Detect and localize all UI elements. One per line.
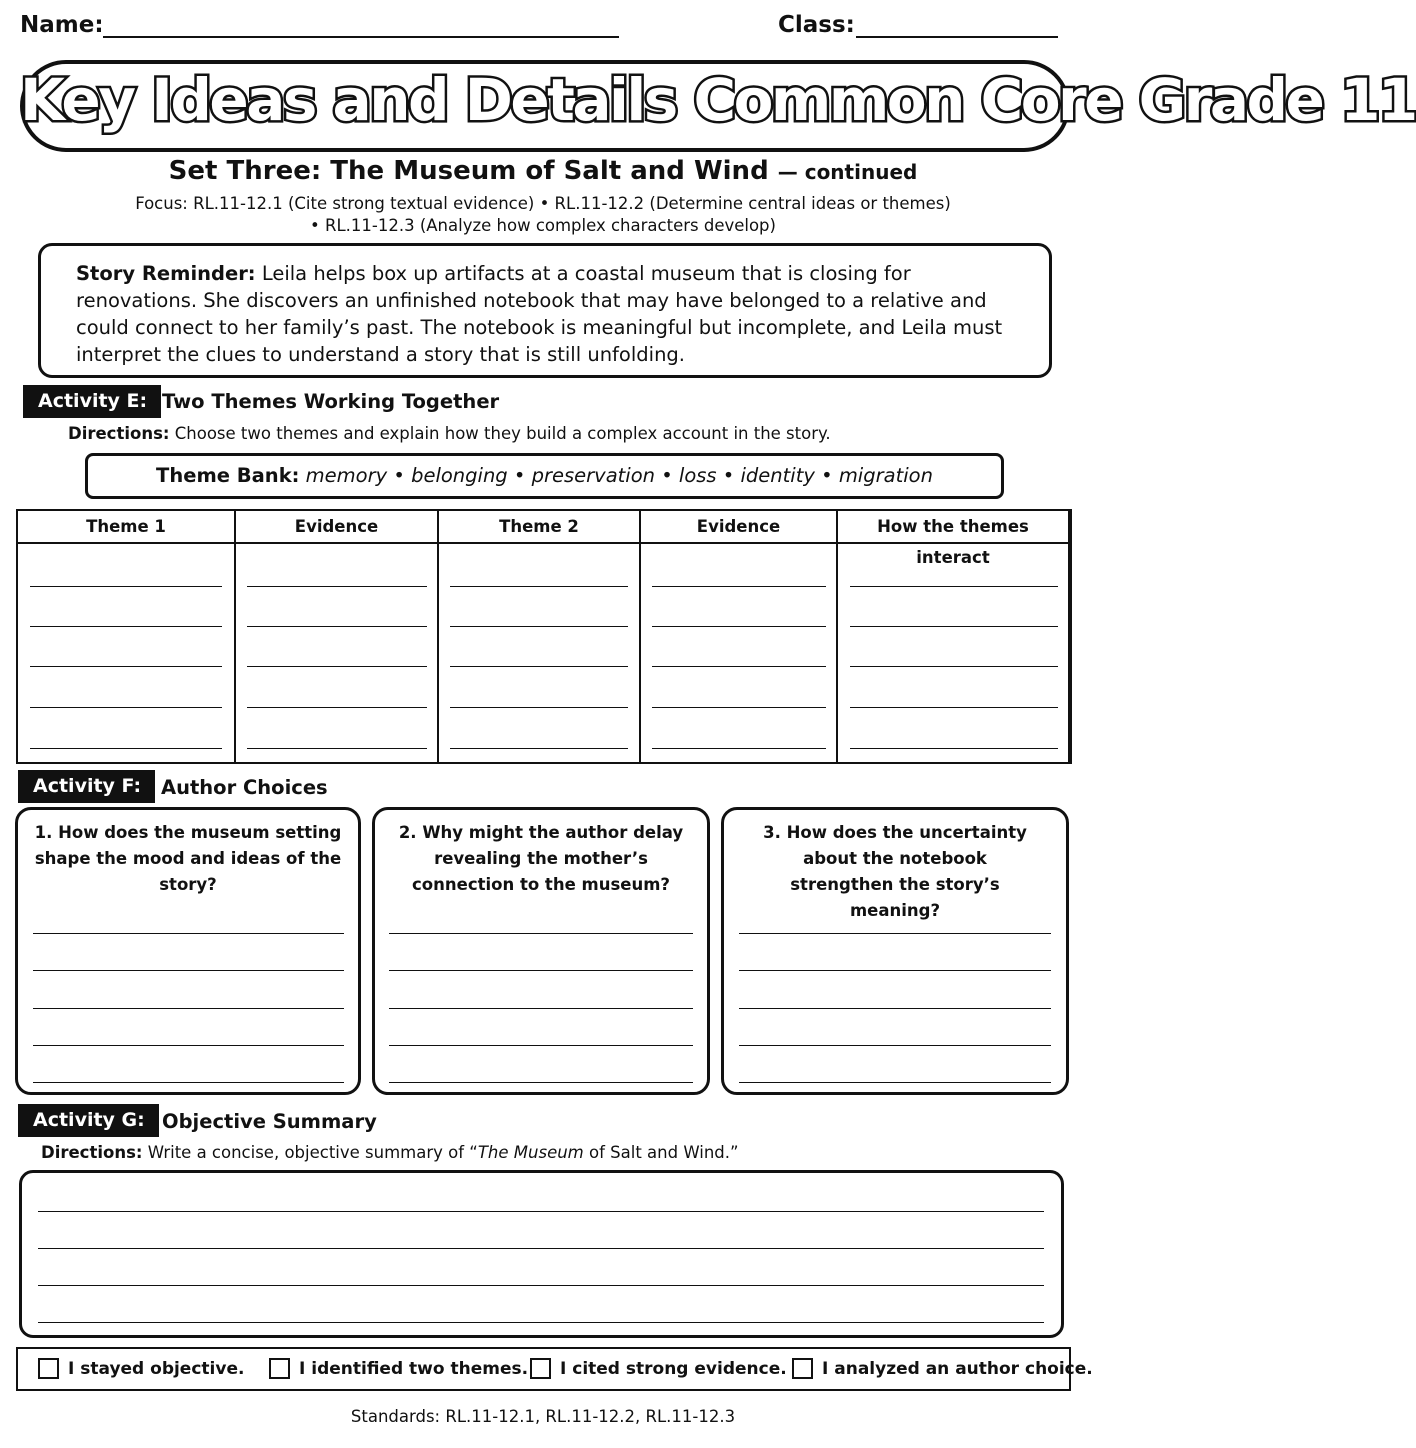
table-column [838,511,1070,762]
writing-line[interactable] [30,707,222,708]
theme-memory: memory [305,464,388,487]
writing-line[interactable] [450,707,628,708]
set-title [0,156,1086,186]
writing-line[interactable] [850,748,1058,749]
writing-line[interactable] [739,970,1051,971]
activity-e-directions [68,424,831,443]
writing-line[interactable] [850,586,1058,587]
activity-g-directions-label: Directions: [41,1143,143,1162]
table-column [439,511,641,762]
story-reminder-box [38,243,1052,378]
self-checklist [16,1347,1093,1391]
theme-migration: migration [838,464,933,487]
activity-e-title: Two Themes Working Together [162,390,500,413]
checkbox[interactable] [38,1358,59,1379]
writing-line[interactable] [850,626,1058,627]
table-header-theme-2: Theme 2 [439,511,639,544]
checkbox[interactable] [269,1358,290,1379]
table-column [18,511,236,762]
writing-line[interactable] [850,707,1058,708]
checkbox[interactable] [530,1358,551,1379]
activity-g-directions-italic: The Museum [477,1143,584,1162]
writing-line[interactable] [739,1045,1051,1046]
writing-line[interactable] [33,1008,344,1009]
check-item-author-choice[interactable] [792,1358,1093,1379]
activity-e-directions-label: Directions: [68,424,170,443]
name-field[interactable] [103,36,619,38]
activity-g-directions-pre: Write a concise, objective summary of “ [147,1143,478,1162]
theme-identity: identity [740,464,815,487]
focus-standards [0,193,1086,237]
writing-line[interactable] [30,626,222,627]
class-label: Class: [778,12,855,38]
table-header-evidence-1: Evidence [236,511,437,544]
focus-line-1: Focus: RL.11-12.1 (Cite strong textual evidence) • RL.11-12.2 (Determine central ideas or themes) [135,194,951,213]
table-header-theme-1: Theme 1 [18,511,234,544]
check-item-themes[interactable] [269,1358,528,1379]
writing-line[interactable] [450,748,628,749]
story-reminder-text: Leila helps box up artifacts at a coastal museum that is closing for renovations. She discovers an unfinished notebook that may have belonged to a relative and could connect to her family’s past. The notebook is meaningful but incomplete, and Leila must interpret the clues to understand a story that is still unfolding. [76,262,1003,366]
table-header-evidence-2: Evidence [641,511,836,544]
writing-line[interactable] [247,748,427,749]
activity-g-title: Objective Summary [162,1110,377,1133]
writing-line[interactable] [450,586,628,587]
check-label: I identified two themes. [299,1358,529,1379]
standards-footer: Standards: RL.11-12.1, RL.11-12.2, RL.11-12.3 [350,1407,736,1426]
writing-line[interactable] [739,1082,1051,1083]
focus-line-2: • RL.11-12.3 (Analyze how complex characters develop) [310,216,776,235]
writing-line[interactable] [30,748,222,749]
writing-line[interactable] [247,586,427,587]
writing-line[interactable] [38,1322,1044,1323]
writing-line[interactable] [30,666,222,667]
checkbox[interactable] [792,1358,813,1379]
question-3-text: 3. How does the uncertainty about the notebook strengthen the story’s meaning? [763,823,1027,920]
writing-line[interactable] [38,1248,1044,1249]
writing-line[interactable] [850,666,1058,667]
question-box-3 [721,807,1069,1095]
writing-line[interactable] [652,586,826,587]
writing-line[interactable] [33,1045,344,1046]
writing-line[interactable] [30,586,222,587]
set-title-text: Set Three: The Museum of Salt and Wind [168,156,769,186]
writing-line[interactable] [33,1082,344,1083]
table-column [236,511,439,762]
activity-e-tag: Activity E: [23,385,161,418]
theme-bank-label: Theme Bank: [156,464,300,487]
question-2-text: 2. Why might the author delay revealing the mother’s connection to the museum? [398,823,684,894]
writing-line[interactable] [247,707,427,708]
writing-line[interactable] [389,1045,693,1046]
writing-line[interactable] [739,1008,1051,1009]
name-label: Name: [20,12,104,38]
check-label: I cited strong evidence. [560,1358,787,1379]
activity-g-directions-post: of Salt and Wind.” [583,1143,739,1162]
check-label: I analyzed an author choice. [822,1358,1093,1379]
themes-table [16,509,1072,764]
writing-line[interactable] [389,970,693,971]
writing-line[interactable] [389,1082,693,1083]
check-label: I stayed objective. [68,1358,245,1379]
theme-belonging: belonging [411,464,508,487]
activity-e-directions-text: Choose two themes and explain how they build a complex account in the story. [174,424,831,443]
writing-line[interactable] [652,666,826,667]
writing-line[interactable] [389,933,693,934]
activity-f-tag: Activity F: [18,770,155,803]
writing-line[interactable] [739,933,1051,934]
theme-loss: loss [678,464,717,487]
check-item-evidence[interactable] [530,1358,787,1379]
worksheet-title: Key Ideas and Details Common Core Grade 11 [20,66,1416,134]
theme-preservation: preservation [531,464,656,487]
writing-line[interactable] [652,626,826,627]
activity-g-tag: Activity G: [18,1104,159,1137]
writing-line[interactable] [652,748,826,749]
writing-line[interactable] [389,1008,693,1009]
table-column [641,511,838,762]
check-item-objective[interactable] [38,1358,244,1379]
activity-f-title: Author Choices [161,776,328,799]
story-reminder-label: Story Reminder: [76,262,256,285]
question-box-2 [372,807,710,1095]
activity-g-directions [41,1143,739,1162]
writing-line[interactable] [38,1285,1044,1286]
question-1-text: 1. How does the museum setting shape the mood and ideas of the story? [34,823,342,894]
writing-line[interactable] [652,707,826,708]
question-box-1 [15,807,361,1095]
writing-line[interactable] [33,970,344,971]
writing-line[interactable] [450,626,628,627]
summary-box[interactable] [19,1170,1064,1338]
writing-line[interactable] [450,666,628,667]
theme-bank: Theme Bank: memory • belonging • preservation • loss • identity • migration [85,453,1004,499]
writing-line[interactable] [33,933,344,934]
writing-line[interactable] [247,666,427,667]
set-continued: — continued [777,160,918,184]
class-field[interactable] [856,36,1058,38]
table-header-interaction: How the themes interact [838,511,1068,544]
writing-line[interactable] [247,626,427,627]
writing-line[interactable] [38,1211,1044,1212]
